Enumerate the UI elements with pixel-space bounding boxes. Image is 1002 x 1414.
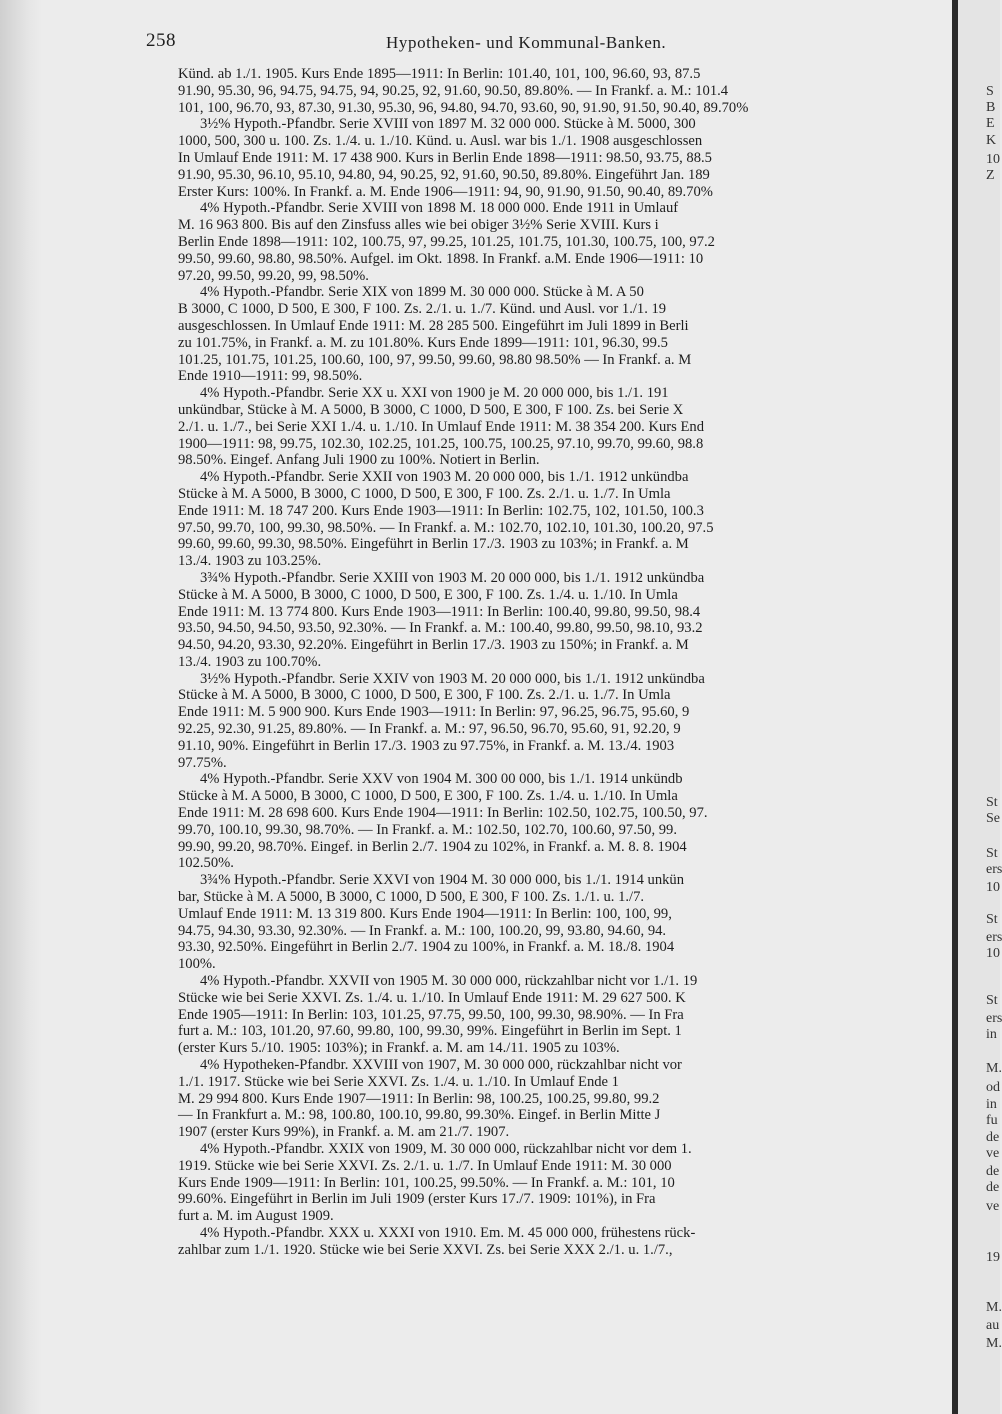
text-line: 97.20, 99.50, 99.20, 99, 98.50%. [178,267,369,284]
adjacent-page-fragment: de [986,1164,1000,1179]
adjacent-page-fragment: in [986,1097,997,1112]
text-line: 4% Hypoth.-Pfandbr. Serie XX u. XXI von 1900 je M. 20 000 000, bis 1./1. 191 [200,385,669,402]
text-line: Stücke à M. A 5000, B 3000, C 1000, D 500, E 300, F 100. Zs. 1./4. u. 1./10. In Umla [178,788,678,805]
text-line: 3¾% Hypoth.-Pfandbr. Serie XXIII von 1903 M. 20 000 000, bis 1./1. 1912 unkündba [200,569,705,586]
text-line: 93.50, 94.50, 94.50, 93.50, 92.30%. — In Frankf. a. M.: 100.40, 99.80, 99.50, 98.10, 93.2 [178,620,703,637]
text-line: 4% Hypoth.-Pfandbr. Serie XXV von 1904 M. 300 00 000, bis 1./1. 1914 unkündb [200,771,683,788]
text-line: 1900—1911: 98, 99.75, 102.30, 102.25, 101.25, 100.75, 100.25, 97.10, 99.70, 99.60, 98.8 [178,435,704,452]
text-line: 93.30, 92.50%. Eingeführt in Berlin 2./7. 1904 zu 100%, in Frankf. a. M. 18./8. 1904 [178,939,675,956]
adjacent-page-fragment: ve [986,1199,1000,1214]
text-line: 1./1. 1917. Stücke wie bei Serie XXVI. Zs. 1./4. u. 1./10. In Umlauf Ende 1 [178,1073,619,1090]
text-line: bar, Stücke à M. A 5000, B 3000, C 1000, D 500, E 300, F 100. Zs. 1./1. u. 1./7. [178,889,645,906]
adjacent-page-fragment: fu [986,1113,998,1128]
adjacent-page-fragment: od [986,1080,1000,1095]
adjacent-page-fragment: ers [986,1011,1002,1026]
text-line: — In Frankfurt a. M.: 98, 100.80, 100.10, 99.80, 99.30%. Eingef. in Berlin Mitte J [178,1107,661,1124]
text-line: Kurs Ende 1909—1911: In Berlin: 101, 100.25, 99.50%. — In Frankf. a. M.: 101, 10 [178,1174,675,1191]
text-line: 91.90, 95.30, 96, 94.75, 94.75, 94, 90.25, 92, 91.60, 90.50, 89.80%. — In Frankf. a. M.: 101.4 [178,82,729,99]
adjacent-page-fragment: S [986,84,994,99]
text-line: 13./4. 1903 zu 100.70%. [178,653,322,670]
adjacent-page-fragment: de [986,1180,1000,1195]
text-line: (erster Kurs 5./10. 1905: 103%); in Frankf. a. M. am 14./11. 1905 zu 103%. [178,1040,620,1057]
page-number: 258 [146,30,176,51]
text-line: Stücke à M. A 5000, B 3000, C 1000, D 500, E 300, F 100. Zs. 1./4. u. 1./10. In Umla [178,586,678,603]
text-line: 2./1. u. 1./7., bei Serie XXI 1./4. u. 1./10. In Umlauf Ende 1911: M. 38 354 200. Kurs End [178,418,704,435]
text-line: Stücke à M. A 5000, B 3000, C 1000, D 500, E 300, F 100. Zs. 2./1. u. 1./7. In Umla [178,687,671,704]
adjacent-page-fragment: St [986,993,998,1008]
text-line: M. 29 994 800. Kurs Ende 1907—1911: In Berlin: 98, 100.25, 100.25, 99.80, 99.2 [178,1090,660,1107]
text-line: Berlin Ende 1898—1911: 102, 100.75, 97, 99.25, 101.25, 101.75, 101.30, 100.75, 100, 97.2 [178,233,715,250]
text-line: 97.75%. [178,754,227,771]
text-line: Stücke wie bei Serie XXVI. Zs. 1./4. u. 1./10. In Umlauf Ende 1911: M. 29 627 500. K [178,989,686,1006]
text-line: 4% Hypoth.-Pfandbr. Serie XVIII von 1898 M. 18 000 000. Ende 1911 in Umlauf [200,200,679,217]
text-line: 91.10, 90%. Eingeführt in Berlin 17./3. 1903 zu 97.75%, in Frankf. a. M. 13./4. 1903 [178,737,675,754]
text-line: 99.50, 99.60, 98.80, 98.50%. Aufgel. im Okt. 1898. In Frankf. a.M. Ende 1906—1911: 10 [178,250,704,267]
text-line: 3½% Hypoth.-Pfandbr. Serie XVIII von 1897 M. 32 000 000. Stücke à M. 5000, 300 [200,116,696,133]
adjacent-page-fragment: Z [986,168,995,183]
adjacent-page-fragment: au [986,1318,1000,1333]
text-line: 13./4. 1903 zu 103.25%. [178,553,322,570]
text-line: 3½% Hypoth.-Pfandbr. Serie XXIV von 1903 M. 20 000 000, bis 1./1. 1912 unkündba [200,670,705,687]
text-line: Ende 1911: M. 18 747 200. Kurs Ende 1903—1911: In Berlin: 102.75, 102, 101.50, 100.3 [178,502,704,519]
text-line: 99.60, 99.60, 99.30, 98.50%. Eingeführt in Berlin 17./3. 1903 zu 103%; in Frankf. a. M [178,536,689,553]
text-line: zu 101.75%, in Frankf. a. M. zu 101.80%. Kurs Ende 1899—1911: 101, 96.30, 99.5 [178,334,668,351]
adjacent-page-fragment: St [986,846,998,861]
text-line: Ende 1911: M. 13 774 800. Kurs Ende 1903—1911: In Berlin: 100.40, 99.80, 99.50, 98.4 [178,603,701,620]
text-line: 4% Hypoth.-Pfandbr. XXX u. XXXI von 1910. Em. M. 45 000 000, frühestens rück- [200,1224,696,1241]
text-line: Ende 1911: M. 5 900 900. Kurs Ende 1903—1911: In Berlin: 97, 96.25, 96.75, 95.60, 9 [178,704,690,721]
text-line: Ende 1911: M. 28 698 600. Kurs Ende 1904—1911: In Berlin: 102.50, 102.75, 100.50, 97. [178,805,708,822]
text-line: 97.50, 99.70, 100, 99.30, 98.50%. — In Frankf. a. M.: 102.70, 102.10, 101.30, 100.20, 97.5 [178,519,714,536]
adjacent-page-fragment: M. [986,1336,1002,1351]
text-line: Erster Kurs: 100%. In Frankf. a. M. Ende 1906—1911: 94, 90, 91.90, 91.50, 90.40, 89.70% [178,183,713,200]
text-line: In Umlauf Ende 1911: M. 17 438 900. Kurs in Berlin Ende 1898—1911: 98.50, 93.75, 88.5 [178,149,712,166]
text-line: 99.90, 99.20, 98.70%. Eingef. in Berlin 2./7. 1904 zu 102%, in Frankf. a. M. 8. 8. 1904 [178,838,687,855]
adjacent-page-fragment: ve [986,1146,1000,1161]
text-line: 99.70, 100.10, 99.30, 98.70%. — In Frankf. a. M.: 102.50, 102.70, 100.60, 97.50, 99. [178,821,678,838]
text-line: 100%. [178,956,216,973]
text-line: Ende 1905—1911: In Berlin: 103, 101.25, 97.75, 99.50, 100, 99.30, 98.90%. — In Fra [178,1006,684,1023]
adjacent-page-fragment: M. [986,1300,1002,1315]
text-line: Stücke à M. A 5000, B 3000, C 1000, D 500, E 300, F 100. Zs. 2./1. u. 1./7. In Umla [178,485,671,502]
text-line: 4% Hypoth.-Pfandbr. Serie XXII von 1903 M. 20 000 000, bis 1./1. 1912 unkündba [200,469,689,486]
text-line: B 3000, C 1000, D 500, E 300, F 100. Zs. 2./1. u. 1./7. Künd. und Ausl. vor 1./1. 19 [178,301,667,318]
adjacent-page-fragment: 10 [986,946,1000,961]
page-left-edge [0,0,42,1414]
text-line: 102.50%. [178,855,234,872]
text-line: zahlbar zum 1./1. 1920. Stücke wie bei Serie XXVI. Zs. bei Serie XXX 2./1. u. 1./7., [178,1241,673,1258]
adjacent-page-fragment: 19 [986,1250,1000,1265]
adjacent-page-fragment: ers [986,862,1002,877]
adjacent-page-fragment: Se [986,811,1000,826]
text-line: 91.90, 95.30, 96.10, 95.10, 94.80, 94, 90.25, 92, 91.60, 90.50, 89.80%. Eingeführt Jan. 189 [178,166,710,183]
text-line: unkündbar, Stücke à M. A 5000, B 3000, C 1000, D 500, E 300, F 100. Zs. bei Serie X [178,401,684,418]
adjacent-page-fragment: St [986,795,998,810]
text-line: 3¾% Hypoth.-Pfandbr. Serie XXVI von 1904 M. 30 000 000, bis 1./1. 1914 unkün [200,872,685,889]
text-line: M. 16 963 800. Bis auf den Zinsfuss alles wie bei obiger 3½% Serie XVIII. Kurs i [178,217,659,234]
adjacent-page-fragment: 10 [986,152,1000,167]
text-line: furt a. M. im August 1909. [178,1208,334,1225]
adjacent-page-fragment: de [986,1130,1000,1145]
text-line: 4% Hypoth.-Pfandbr. XXIX von 1909, M. 30 000 000, rückzahlbar nicht vor dem 1. [200,1141,692,1157]
adjacent-page-fragment: M. [986,1061,1002,1076]
adjacent-page-edge [958,0,1000,1414]
text-line: 99.60%. Eingeführt in Berlin im Juli 1909 (erster Kurs 17./7. 1909: 101%), in Fra [178,1191,656,1208]
text-line: 92.25, 92.30, 91.25, 89.80%. — In Frankf. a. M.: 97, 96.50, 96.70, 95.60, 91, 92.20, 9 [178,721,681,738]
text-line: Umlauf Ende 1911: M. 13 319 800. Kurs Ende 1904—1911: In Berlin: 100, 100, 99, [178,905,672,922]
text-line: 101.25, 101.75, 101.25, 100.60, 100, 97, 99.50, 99.60, 98.80 98.50% — In Frankf. a. M [178,351,692,368]
text-line: 101, 100, 96.70, 93, 87.30, 91.30, 95.30, 96, 94.80, 94.70, 93.60, 90, 91.90, 91.50, 90.40, 89.70% [178,99,749,116]
text-line: 4% Hypotheken-Pfandbr. XXVIII von 1907, M. 30 000 000, rückzahlbar nicht vor [200,1057,682,1074]
text-line: 94.50, 94.20, 93.30, 92.20%. Eingeführt in Berlin 17./3. 1903 zu 150%; in Frankf. a. M [178,637,689,654]
adjacent-page-fragment: B [986,100,996,115]
text-line: 1000, 500, 300 u. 100. Zs. 1./4. u. 1./10. Künd. u. Ausl. war bis 1./1. 1908 ausgeschlossen [178,133,703,150]
running-head: Hypotheken- und Kommunal-Banken. [386,33,667,52]
adjacent-page-fragment: E [986,116,995,131]
text-line: 4% Hypoth.-Pfandbr. Serie XIX von 1899 M. 30 000 000. Stücke à M. A 50 [200,284,644,301]
adjacent-page-fragment: in [986,1027,997,1042]
adjacent-page-fragment: 10 [986,880,1000,895]
adjacent-page-fragment: ers [986,930,1002,945]
text-line: furt a. M.: 103, 101.20, 97.60, 99.80, 100, 99.30, 99%. Eingeführt in Berlin im Sept. 1 [178,1023,682,1040]
text-line: Ende 1910—1911: 99, 98.50%. [178,368,363,385]
text-line: 98.50%. Eingef. Anfang Juli 1900 zu 100%. Notiert in Berlin. [178,452,540,469]
text-line: 1919. Stücke wie bei Serie XXVI. Zs. 2./1. u. 1./7. In Umlauf Ende 1911: M. 30 000 [178,1157,672,1174]
adjacent-page-fragment: St [986,912,998,927]
body-text [178,66,954,1396]
text-line: 94.75, 94.30, 93.30, 92.30%. — In Frankf. a. M.: 100, 100.20, 99, 93.80, 94.60, 94. [178,922,667,939]
text-line: ausgeschlossen. In Umlauf Ende 1911: M. 28 285 500. Eingeführt im Juli 1899 in Berli [178,317,689,334]
text-line: 4% Hypoth.-Pfandbr. XXVII von 1905 M. 30 000 000, rückzahlbar nicht vor 1./1. 19 [200,973,698,990]
adjacent-page-fragment: K [986,133,997,148]
text-line: 1907 (erster Kurs 99%), in Frankf. a. M. am 21./7. 1907. [178,1124,510,1141]
text-line: Künd. ab 1./1. 1905. Kurs Ende 1895—1911: In Berlin: 101.40, 101, 100, 96.60, 93, 87.5 [178,66,701,82]
